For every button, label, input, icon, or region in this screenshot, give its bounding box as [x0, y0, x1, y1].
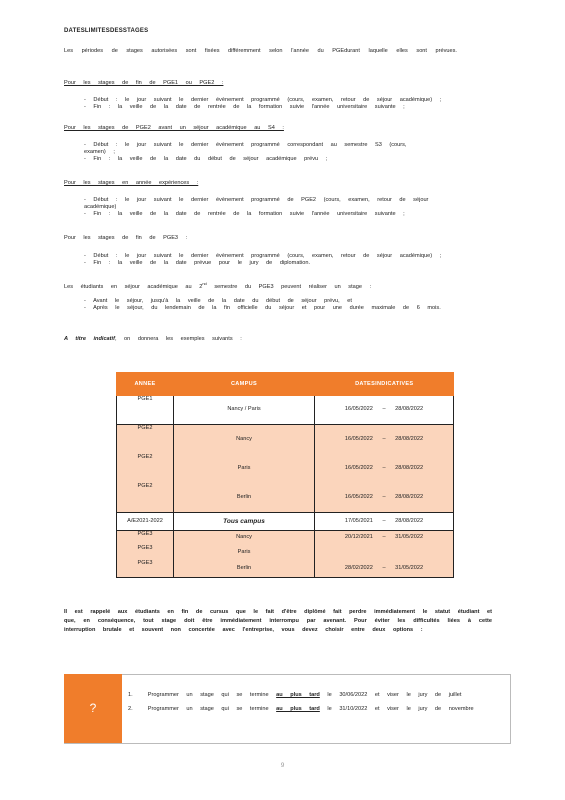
superscript: nd	[202, 281, 207, 286]
list-item: - Fin : la veille de la date de rentrée de la formation suivie l'année universitaire suivante ;	[84, 211, 405, 217]
example-emphasis: A titre indicatif	[64, 336, 115, 342]
list-item: - Après le séjour, du lendemain de la fin officielle du séjour et pour une durée maximale de 6 mois.	[84, 305, 441, 311]
cell-annee: PGE3	[117, 545, 174, 560]
cell-campus: Tous campus	[174, 512, 315, 530]
options-list	[128, 692, 498, 720]
header-dates: DATESINDICATIVES	[315, 372, 454, 396]
section-title-pge1-pge2	[64, 80, 223, 87]
list-item: - Début : le jour suivant le dernier évènement programmé de PGE2 (cours, examen, retour de séjour	[84, 197, 429, 203]
page-number: 9	[280, 762, 285, 769]
cell-annee: PGE1	[117, 396, 174, 424]
rappel-paragraph: Il est rappelé aux étudiants en fin de cursus que le fait d'être diplômé fait perdre immédiatement le statut étudiant et que, en conséquence, tout stage doit être immédiatement interrompu par avenant. Pour éviter les difficultés liées à cette interruption brutale et souvent non concertée avec l'entreprise, vous devez choisir entre deux options :	[64, 609, 492, 633]
table-header-row	[117, 372, 454, 396]
option-text: le 31/10/2022 et viser le jury de novembre	[327, 706, 474, 712]
option-number: 1.	[128, 692, 133, 698]
option-emphasis: au plus tard	[276, 692, 320, 698]
section-title-text: Pour les stages de PGE2 avant un séjour académique au S4 :	[64, 125, 284, 131]
etudiants-list	[84, 298, 494, 312]
list-item: examen) ;	[84, 149, 115, 155]
option-number: 2.	[128, 706, 133, 712]
section-list-pge2-s4	[84, 142, 494, 163]
section-list-pge3	[84, 253, 494, 267]
table-row	[117, 512, 454, 530]
option-text: Programmer un stage qui se termine	[147, 706, 269, 712]
cell-annee: PGE2	[117, 424, 174, 454]
cell-dates	[315, 545, 454, 560]
question-icon: ?	[64, 674, 122, 743]
cell-campus: Berlin	[174, 483, 315, 512]
option-text: Programmer un stage qui se termine	[147, 692, 269, 698]
cell-dates: 28/02/2022 – 31/05/2022	[315, 560, 454, 577]
header-annee: ANNEE	[117, 372, 174, 396]
cell-annee: PGE2	[117, 483, 174, 512]
cell-dates: 17/05/2021 – 28/08/2022	[315, 512, 454, 530]
table-row	[117, 483, 454, 512]
table-row	[117, 424, 454, 454]
table-row	[117, 454, 454, 483]
section-list-pge1-pge2	[84, 97, 494, 111]
cell-dates: 16/05/2022 – 28/08/2022	[315, 396, 454, 424]
intro-paragraph: Les périodes de stages autorisées sont fixées différemment selon l'année du PGEdurant laquelle elles sont prévues.	[64, 48, 457, 54]
dates-table	[116, 372, 454, 578]
section-list-annee-experiences	[84, 197, 494, 218]
option-item	[128, 706, 498, 713]
cell-dates: 20/12/2021 – 31/05/2022	[315, 530, 454, 545]
cell-annee: PGE3	[117, 560, 174, 577]
cell-dates: 16/05/2022 – 28/08/2022	[315, 424, 454, 454]
section-title-text: Pour les stages de fin de PGE1 ou PGE2 :	[64, 80, 224, 86]
cell-campus: Nancy	[174, 530, 315, 545]
etudiants-sejour-line	[64, 280, 371, 291]
cell-campus: Paris	[174, 545, 315, 560]
cell-campus: Nancy / Paris	[174, 396, 315, 424]
etudiants-text: semestre du PGE3 peuvent réaliser un stage :	[206, 283, 372, 290]
option-emphasis: au plus tard	[276, 706, 320, 712]
cell-dates: 16/05/2022 – 28/08/2022	[315, 483, 454, 512]
example-intro	[64, 336, 242, 343]
cell-dates: 16/05/2022 – 28/08/2022	[315, 454, 454, 483]
list-item: - Avant le séjour, jusqu'à la veille de la date du début de séjour prévu, et	[84, 298, 352, 304]
list-item: - Fin : la veille de la date de rentrée de la formation suivie l'année universitaire suivante ;	[84, 104, 405, 110]
table-row	[117, 545, 454, 560]
table-row	[117, 560, 454, 577]
section-title-text: Pour les stages en année expériences :	[64, 180, 199, 186]
list-item: - Début : le jour suivant le dernier évènement programmé correspondant au semestre S3 (cours,	[84, 142, 407, 148]
header-campus: CAMPUS	[174, 372, 315, 396]
section-title-annee-experiences	[64, 180, 198, 187]
list-item: - Début : le jour suivant le dernier évènement programmé (cours, examen, retour de séjour académique) ;	[84, 97, 442, 103]
list-item: - Fin : la veille de la date du début de séjour académique prévu ;	[84, 156, 328, 162]
cell-campus: Paris	[174, 454, 315, 483]
option-text: le 30/06/2022 et viser le jury de juillet	[327, 692, 462, 698]
example-text: , on donnera les exemples suivants :	[114, 336, 242, 342]
table-row	[117, 530, 454, 545]
list-item: académique)	[84, 204, 117, 210]
cell-annee: PGE3	[117, 530, 174, 545]
section-title-pge2-s4	[64, 125, 284, 132]
section-heading: DATESLIMITESDESSTAGES	[64, 28, 149, 34]
cell-annee: A/E2021-2022	[117, 512, 174, 530]
list-item: - Début : le jour suivant le dernier évènement programmé (cours, examen, retour de séjour académique) ;	[84, 253, 442, 259]
cell-campus: Berlin	[174, 560, 315, 577]
option-item	[128, 692, 498, 699]
section-title-pge3: Pour les stages de fin de PGE3 :	[64, 235, 188, 241]
table-row	[117, 396, 454, 424]
cell-annee: PGE2	[117, 454, 174, 483]
list-item: - Fin : la veille de la date prévue pour le jury de diplomation.	[84, 260, 311, 266]
etudiants-text: Les étudiants en séjour académique au 2	[64, 283, 203, 290]
cell-campus: Nancy	[174, 424, 315, 454]
